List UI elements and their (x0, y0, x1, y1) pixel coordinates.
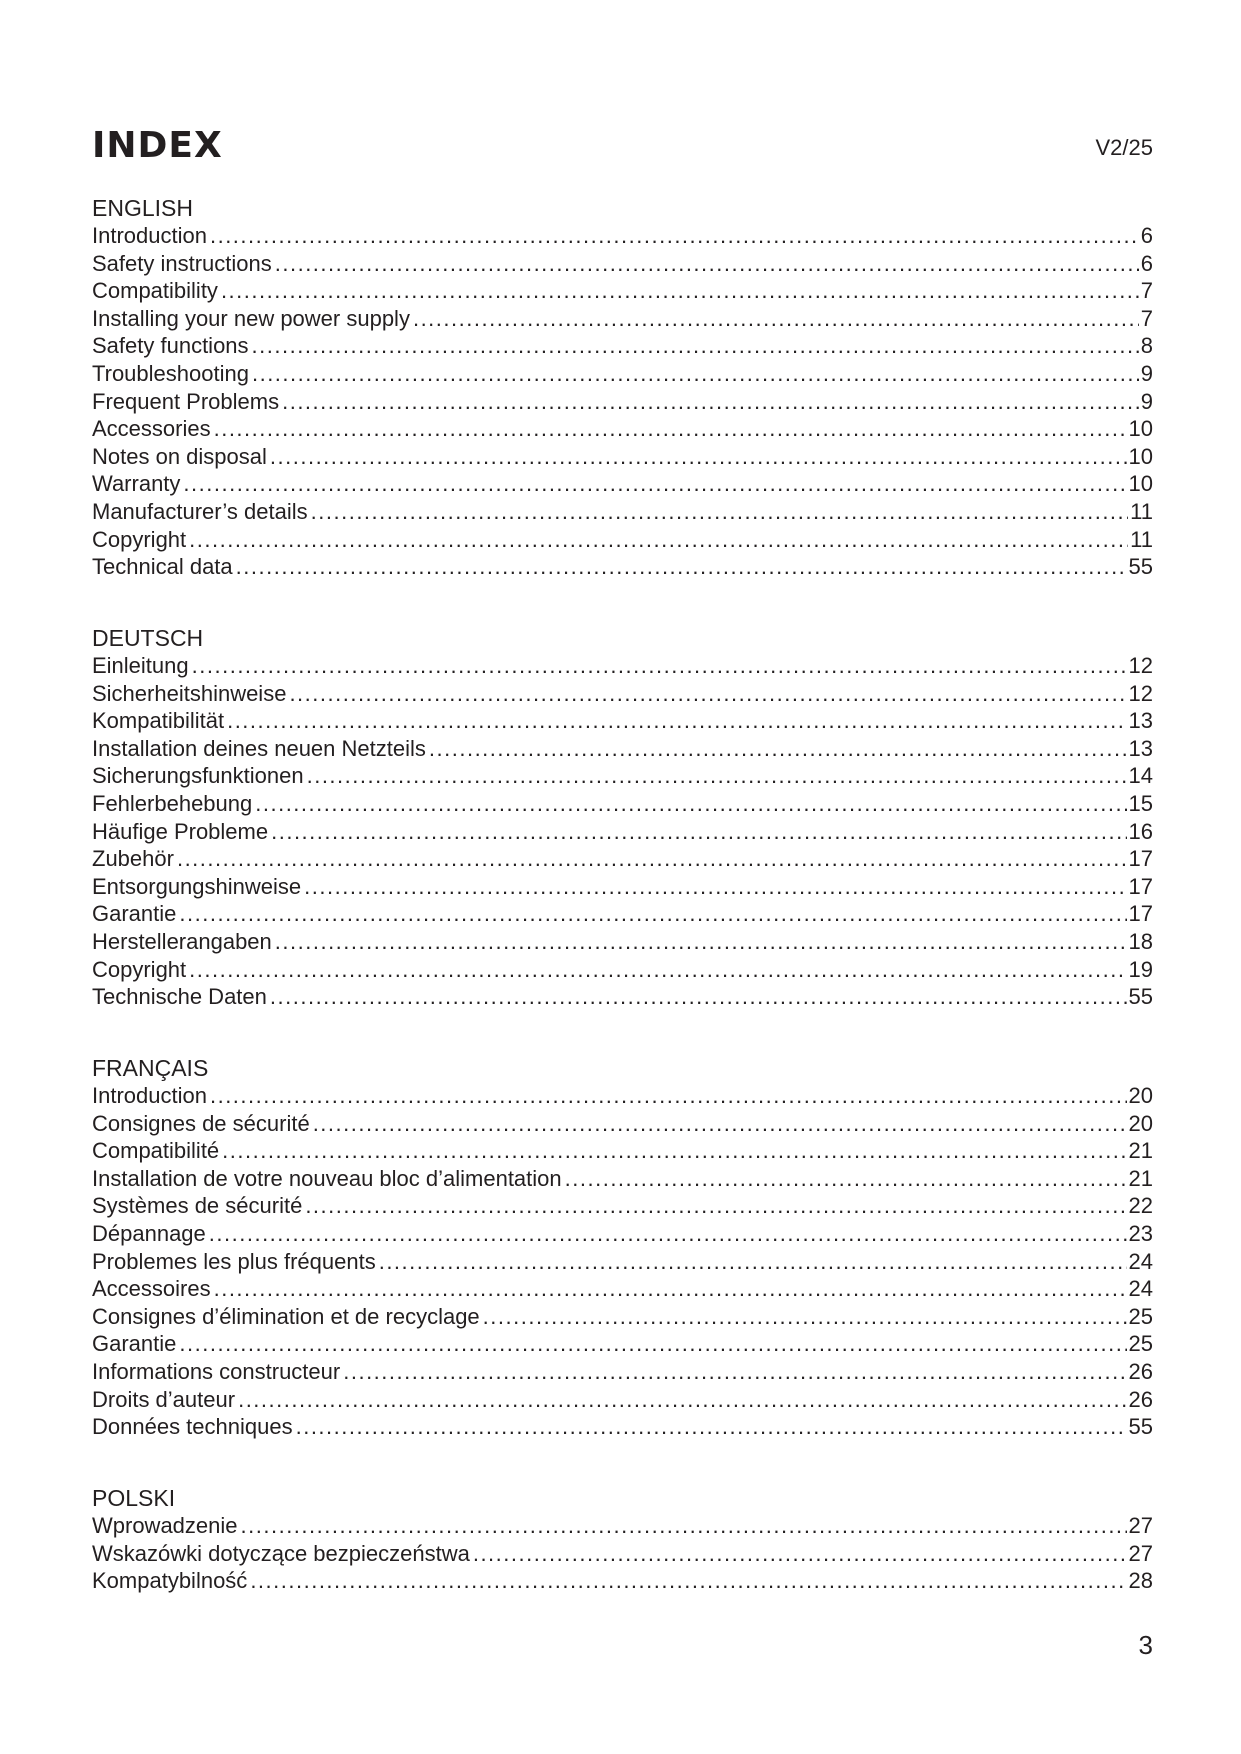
toc-entry-label: Garantie (92, 1331, 177, 1357)
toc-entry[interactable] (92, 1567, 1153, 1595)
dot-leader (250, 1567, 1126, 1595)
toc-entry-label: Technical data (92, 554, 233, 580)
toc-entry[interactable] (92, 443, 1153, 471)
dot-leader (179, 1330, 1126, 1358)
toc-entry-label: Copyright (92, 526, 187, 552)
dot-leader (236, 553, 1127, 581)
toc-entry[interactable] (92, 1192, 1153, 1220)
toc-entry-page: 55 (1128, 554, 1153, 580)
dot-leader (214, 415, 1127, 443)
toc-entry[interactable] (92, 900, 1153, 928)
dot-leader (413, 305, 1139, 333)
dot-leader (311, 498, 1129, 526)
dot-leader (183, 470, 1126, 498)
toc-entry-label: Introduction (92, 1083, 207, 1108)
toc-entry-label: Wskazówki dotyczące bezpieczeństwa (92, 1540, 470, 1566)
dot-leader (189, 526, 1128, 554)
dot-leader (473, 1540, 1127, 1568)
toc-entry-label: Accessories (92, 416, 211, 442)
toc-entry[interactable] (92, 1330, 1153, 1358)
toc-entry-label: Installing your new power supply (92, 305, 410, 331)
toc-entry-label: Kompatibilität (92, 708, 225, 734)
toc-entry-page: 23 (1128, 1220, 1153, 1246)
dot-leader (210, 1082, 1127, 1110)
toc-entry[interactable] (92, 1110, 1153, 1138)
toc-entry-page: 28 (1128, 1568, 1153, 1594)
page-title: INDEX (92, 125, 223, 166)
toc-entry-label: Kompatybilność (92, 1568, 248, 1594)
dot-leader (271, 818, 1126, 846)
toc-entry[interactable] (92, 1358, 1153, 1386)
dot-leader (307, 762, 1127, 790)
dot-leader (270, 983, 1127, 1011)
toc-entry-page: 10 (1128, 416, 1153, 442)
dot-leader (483, 1303, 1127, 1331)
toc-entry[interactable] (92, 305, 1153, 333)
toc-entry[interactable] (92, 818, 1153, 846)
dot-leader (222, 1137, 1126, 1165)
toc-entry-page: 7 (1140, 305, 1153, 331)
toc-entry-page: 12 (1128, 680, 1153, 706)
dot-leader (189, 956, 1126, 984)
toc-entry[interactable] (92, 956, 1153, 984)
toc-entry-page: 17 (1128, 873, 1153, 899)
toc-entry-label: Zubehör (92, 846, 174, 872)
toc-entry-label: Wprowadzenie (92, 1513, 238, 1538)
toc-entry-label: Häufige Probleme (92, 818, 269, 844)
toc-entry-page: 6 (1140, 250, 1153, 276)
toc-entry[interactable] (92, 1082, 1153, 1110)
toc-section-english (92, 194, 1153, 581)
dot-leader (296, 1413, 1127, 1441)
toc-entry-label: Einleitung (92, 653, 189, 678)
page-number: 3 (1138, 1630, 1153, 1660)
toc-entry-page: 12 (1128, 653, 1153, 678)
dot-leader (209, 1220, 1127, 1248)
toc-entry[interactable] (92, 277, 1153, 305)
toc-entry[interactable] (92, 1248, 1153, 1276)
dot-leader (210, 222, 1139, 250)
toc-entry-page: 24 (1128, 1248, 1153, 1274)
dot-leader (192, 652, 1127, 680)
dot-leader (227, 707, 1126, 735)
section-heading: FRANÇAIS (92, 1055, 209, 1081)
toc-entry-label: Sicherungsfunktionen (92, 763, 304, 789)
toc-entry-label: Consignes d’élimination et de recyclage (92, 1303, 480, 1329)
toc-entry-label: Droits d’auteur (92, 1386, 236, 1412)
toc-section-franais (92, 1054, 1153, 1441)
toc-entry-label: Garantie (92, 901, 177, 927)
toc-entry-label: Safety functions (92, 333, 249, 359)
toc-entry-page: 21 (1128, 1165, 1153, 1191)
dot-leader (177, 845, 1127, 873)
toc-entry-page: 27 (1128, 1513, 1153, 1538)
toc-entry-label: Troubleshooting (92, 360, 249, 386)
dot-leader (429, 735, 1127, 763)
toc-entry[interactable] (92, 1137, 1153, 1165)
toc-entry-label: Compatibilité (92, 1138, 220, 1164)
toc-entry-label: Installation deines neuen Netzteils (92, 735, 426, 761)
toc-entry[interactable] (92, 762, 1153, 790)
toc-entry-label: Informations constructeur (92, 1358, 341, 1384)
dot-leader (255, 790, 1126, 818)
toc-entry-page: 26 (1128, 1386, 1153, 1412)
toc-entry[interactable] (92, 498, 1153, 526)
toc-entry[interactable] (92, 983, 1153, 1011)
toc-entry-label: Problemes les plus fréquents (92, 1248, 376, 1274)
toc-entry-page: 13 (1128, 735, 1153, 761)
dot-leader (252, 332, 1139, 360)
toc-entry-page: 14 (1128, 763, 1153, 789)
toc-entry-page: 10 (1128, 443, 1153, 469)
toc-entry[interactable] (92, 1512, 1153, 1540)
dot-leader (241, 1512, 1127, 1540)
dot-leader (343, 1358, 1126, 1386)
toc-entry-page: 27 (1128, 1540, 1153, 1566)
dot-leader (282, 388, 1139, 416)
toc-entry[interactable] (92, 1540, 1153, 1568)
toc-entry-label: Manufacturer’s details (92, 498, 308, 524)
toc-entry-label: Dépannage (92, 1220, 206, 1246)
dot-leader (379, 1248, 1127, 1276)
toc-entry-page: 7 (1140, 278, 1153, 304)
toc-entry[interactable] (92, 790, 1153, 818)
dot-leader (214, 1275, 1127, 1303)
version-label: V2/25 (1095, 135, 1153, 160)
toc-entry-label: Copyright (92, 956, 187, 982)
toc-entry-page: 24 (1128, 1276, 1153, 1302)
toc-entry-page: 25 (1128, 1331, 1153, 1357)
toc-entry[interactable] (92, 707, 1153, 735)
toc-entry-page: 13 (1128, 708, 1153, 734)
toc-entry-page: 20 (1128, 1110, 1153, 1136)
toc-entry[interactable] (92, 1220, 1153, 1248)
toc-entry-page: 6 (1140, 223, 1153, 248)
toc-entry-page: 9 (1140, 360, 1153, 386)
section-heading: DEUTSCH (92, 625, 204, 651)
toc-entry-page: 26 (1128, 1358, 1153, 1384)
toc-entry[interactable] (92, 332, 1153, 360)
toc-entry-label: Safety instructions (92, 250, 272, 276)
toc-entry-page: 17 (1128, 901, 1153, 927)
toc-entry[interactable] (92, 470, 1153, 498)
toc-entry-page: 11 (1130, 498, 1153, 524)
toc-entry[interactable] (92, 1275, 1153, 1303)
dot-leader (252, 360, 1139, 388)
toc-entry-label: Compatibility (92, 278, 218, 304)
toc-entry-page: 10 (1128, 471, 1153, 497)
toc-entry-label: Sicherheitshinweise (92, 680, 287, 706)
toc-entry[interactable] (92, 1165, 1153, 1193)
toc-section-polski (92, 1484, 1153, 1595)
toc-section-deutsch (92, 624, 1153, 1011)
toc-entry[interactable] (92, 526, 1153, 554)
toc-entry[interactable] (92, 680, 1153, 708)
dot-leader (270, 443, 1127, 471)
toc-entry-label: Données techniques (92, 1414, 293, 1440)
toc-entry-page: 8 (1140, 333, 1153, 359)
toc-entry-page: 16 (1128, 818, 1153, 844)
section-heading: ENGLISH (92, 195, 193, 221)
toc-entry-label: Fehlerbehebung (92, 790, 253, 816)
toc-entry[interactable] (92, 928, 1153, 956)
dot-leader (275, 250, 1139, 278)
toc-entry[interactable] (92, 415, 1153, 443)
toc-entry-label: Notes on disposal (92, 443, 267, 469)
toc-entry[interactable] (92, 553, 1153, 581)
toc-entry-page: 17 (1128, 846, 1153, 872)
toc-entry-page: 21 (1128, 1138, 1153, 1164)
dot-leader (179, 900, 1126, 928)
toc-entry[interactable] (92, 388, 1153, 416)
toc-entry[interactable] (92, 250, 1153, 278)
dot-leader (289, 680, 1126, 708)
toc-entry-page: 55 (1128, 1414, 1153, 1440)
toc-entry-label: Accessoires (92, 1276, 211, 1302)
toc-entry[interactable] (92, 735, 1153, 763)
toc-entry-page: 15 (1128, 790, 1153, 816)
section-heading: POLSKI (92, 1485, 176, 1511)
dot-leader (565, 1165, 1127, 1193)
toc-entry-label: Herstellerangaben (92, 928, 272, 954)
toc-entry-label: Systèmes de sécurité (92, 1193, 303, 1219)
toc-entry[interactable] (92, 1303, 1153, 1331)
toc-entry[interactable] (92, 360, 1153, 388)
toc-entry-label: Frequent Problems (92, 388, 280, 414)
toc-entry-page: 20 (1128, 1083, 1153, 1108)
toc-entry[interactable] (92, 873, 1153, 901)
toc-entry-page: 18 (1128, 928, 1153, 954)
toc-entry-page: 19 (1128, 956, 1153, 982)
toc-entry-label: Consignes de sécurité (92, 1110, 310, 1136)
dot-leader (313, 1110, 1127, 1138)
toc-entry-label: Installation de votre nouveau bloc d’alimentation (92, 1165, 562, 1191)
toc-entry-page: 22 (1128, 1193, 1153, 1219)
toc-entry-page: 25 (1128, 1303, 1153, 1329)
toc-entry-label: Introduction (92, 223, 207, 248)
dot-leader (238, 1386, 1126, 1414)
dot-leader (221, 277, 1139, 305)
dot-leader (275, 928, 1127, 956)
toc-entry[interactable] (92, 652, 1153, 680)
toc-entry[interactable] (92, 845, 1153, 873)
toc-entry[interactable] (92, 1386, 1153, 1414)
toc-entry[interactable] (92, 222, 1153, 250)
toc-entry[interactable] (92, 1413, 1153, 1441)
toc-entry-label: Warranty (92, 471, 181, 497)
toc-entry-page: 9 (1140, 388, 1153, 414)
toc-entry-label: Entsorgungshinweise (92, 873, 302, 899)
dot-leader (304, 873, 1126, 901)
toc-entry-page: 55 (1128, 984, 1153, 1010)
dot-leader (305, 1192, 1126, 1220)
toc-entry-page: 11 (1130, 526, 1153, 552)
toc-entry-label: Technische Daten (92, 984, 267, 1010)
